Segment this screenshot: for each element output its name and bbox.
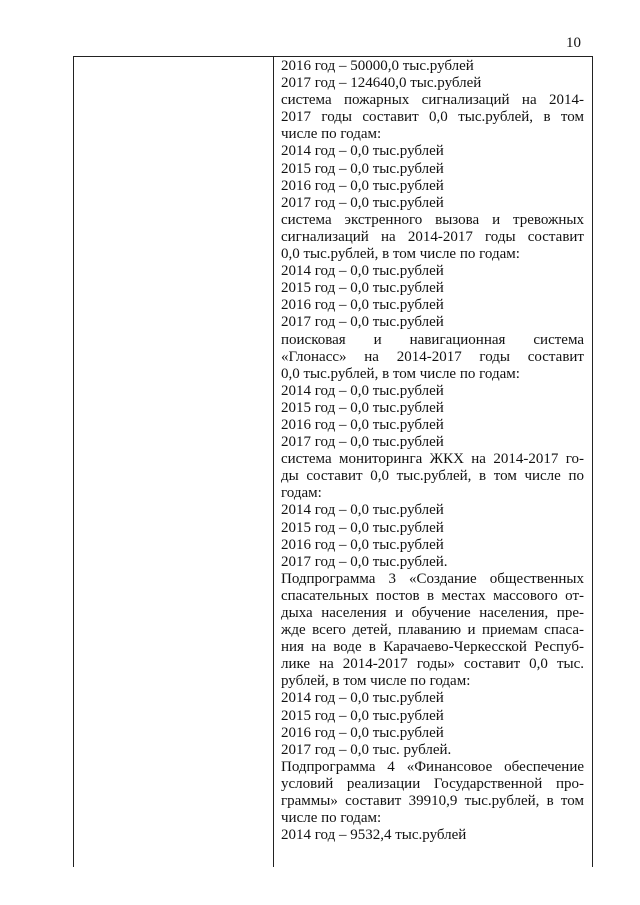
text-line: 2017 год – 0,0 тыс. рублей.: [281, 741, 452, 758]
text-line: 2016 год – 0,0 тыс.рублей: [281, 177, 444, 194]
text-line: лике на 2014-2017 годы» составит 0,0 тыс.: [281, 656, 584, 673]
text-line: поисковая и навигационная система: [281, 331, 584, 348]
text-line: спасательных постов в местах массового от-: [281, 587, 584, 604]
text-line: числе по годам:: [281, 810, 382, 827]
text-line: 2016 год – 0,0 тыс.рублей: [281, 297, 444, 314]
text-line: дыха населения и обучение населения, пре-: [281, 605, 584, 621]
text-line: 2017 год – 0,0 тыс.рублей: [281, 194, 444, 211]
text-line: годам:: [281, 485, 322, 502]
text-line: граммы» составит 39910,9 тыс.рублей, в том: [281, 793, 584, 810]
text-line: 2017 год – 0,0 тыс.рублей.: [281, 553, 448, 570]
text-line: 2017 годы составит 0,0 тыс.рублей, в том: [281, 109, 584, 126]
text-line: 2014 год – 0,0 тыс.рублей: [281, 143, 444, 160]
text-line: 2014 год – 0,0 тыс.рублей: [281, 502, 444, 519]
text-line: система мониторинга ЖКХ на 2014-2017 го-: [281, 451, 584, 468]
text-line: Подпрограмма 3 «Создание общественных: [281, 570, 584, 587]
text-line: 2015 год – 0,0 тыс.рублей: [281, 399, 444, 416]
text-line: система экстренного вызова и тревожных: [281, 211, 584, 228]
page-number: 10: [566, 35, 581, 51]
text-line: 2014 год – 0,0 тыс.рублей: [281, 690, 444, 707]
column-divider: [273, 57, 274, 867]
document-table: [73, 56, 593, 867]
text-line: числе по годам:: [281, 126, 382, 143]
table-cell-left: [74, 57, 273, 867]
text-line: условий реализации Государственной про-: [281, 775, 584, 792]
text-line: 2017 год – 124640,0 тыс.рублей: [281, 75, 482, 92]
text-line: 2016 год – 0,0 тыс.рублей: [281, 416, 444, 433]
text-line: 2015 год – 0,0 тыс.рублей: [281, 160, 444, 177]
text-line: Подпрограмма 4 «Финансовое обеспечение: [281, 758, 584, 775]
text-line: 2014 год – 9532,4 тыс.рублей: [281, 827, 467, 844]
text-line: жде всего детей, плаванию и приемам спаса-: [281, 622, 584, 639]
text-line: 2016 год – 0,0 тыс.рублей: [281, 724, 444, 741]
text-line: 2015 год – 0,0 тыс.рублей: [281, 707, 444, 724]
text-line: 2016 год – 50000,0 тыс.рублей: [281, 58, 474, 74]
text-line: 2015 год – 0,0 тыс.рублей: [281, 519, 444, 536]
text-line: сигнализаций на 2014-2017 годы составит: [281, 228, 584, 245]
table-cell-right: [281, 58, 584, 844]
text-line: 0,0 тыс.рублей, в том числе по годам:: [281, 246, 520, 263]
text-line: система пожарных сигнализаций на 2014-: [281, 92, 584, 109]
text-line: ды составит 0,0 тыс.рублей, в том числе по: [281, 468, 584, 485]
text-line: 2014 год – 0,0 тыс.рублей: [281, 382, 444, 399]
text-line: ния на воде в Карачаево-Черкесской Респуб-: [281, 639, 584, 656]
text-line: 2014 год – 0,0 тыс.рублей: [281, 263, 444, 280]
text-line: 2015 год – 0,0 тыс.рублей: [281, 280, 444, 297]
text-line: 2016 год – 0,0 тыс.рублей: [281, 536, 444, 553]
text-line: 2017 год – 0,0 тыс.рублей: [281, 314, 444, 331]
text-line: «Глонасс» на 2014-2017 годы составит: [281, 348, 584, 365]
text-line: 2017 год – 0,0 тыс.рублей: [281, 434, 444, 451]
text-line: рублей, в том числе по годам:: [281, 673, 471, 690]
text-line: 0,0 тыс.рублей, в том числе по годам:: [281, 365, 520, 382]
